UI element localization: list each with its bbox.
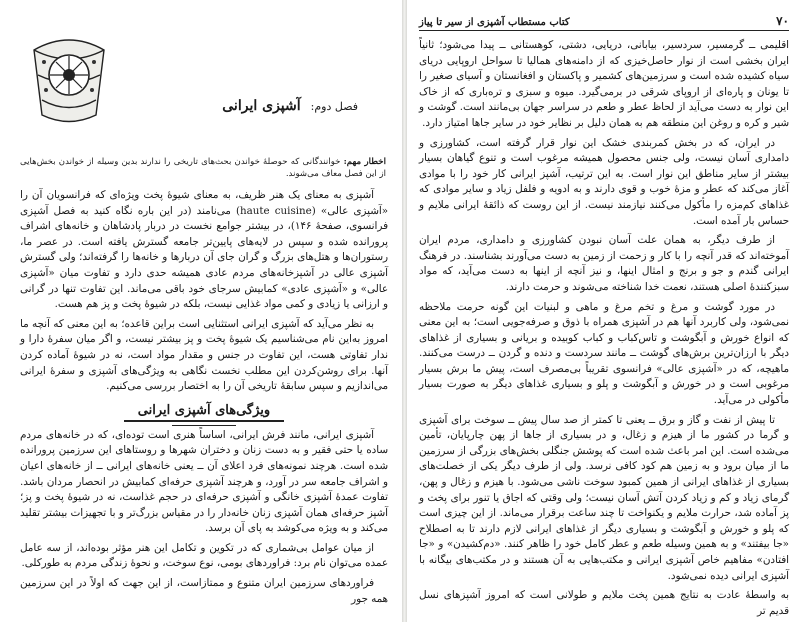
chapter-emblem-icon — [24, 20, 114, 130]
intro-paragraph: آشپزی به معنای یک هنر ظریف، به معنای شیوهٔ پخت ویژه‌ای که فرانسویان آن را «آشپزی عالی» (haute cuisine) می‌نامند (در این باره نگاه کنید به فصل آشپزی فرانسوی، صفحهٔ ۱۴۶)، در بیشتر جوامع نخست در دربار پادشاهان و خانه‌های اشراف پرورانده شده و سپس در لایه‌های پایین‌تر جامعه گسترش یافته است. در عصر ما، رستوران‌ها و هتل‌های بزرگ و گران جای آن دربارها و خانه‌ها را گرفته‌اند؛ ولی گسترش آشپزی عالی در آشپزخانه‌های مردم عادی همیشه حدی دارد و تفاوت میان «آشپزی عالی» و «آشپزی عادی» کمابیش سرجای خود باقی می‌ماند. این تفاوت تنها در گرانی و ارزانی یا زیادی و کمی مواد غذایی نیست، بلکه در شیوهٔ پخت و پز هم هست. — [20, 189, 388, 311]
chapter-head — [20, 18, 388, 156]
body-paragraph: به واسطهٔ عادت به نتایج همین پخت ملایم و طولانی است که امروز آشپزهای نسل قدیم تر — [419, 589, 789, 617]
warning-note — [20, 156, 388, 180]
body-paragraph: در ایران، که در بخش کمربندی خشک این نوار قرار گرفته است، کشاورزی و دامداری آسان نیست، ولی جنس محصول همیشه مرغوب است و تنوع گیاهان بسیار بیشتر از سایر مناطق این نوار است. به این ترتیب، آشپز ایرانی کار خود را با موادی آغاز می‌کند که عطر و مزهٔ خوب و قوی دارند و به ادویه و فلفل زیاد و سایر موادی که غذاهای کم‌مزه را مأکول می‌کنند نیازمند نیست. از این روست که ذائقهٔ ایرانی ملایم و حساس بار آمده است. — [419, 136, 789, 227]
section-paragraph: فراوردهای سرزمین ایران متنوع و ممتازاست، از این جهت که اولاً در این سرزمین همه جور — [20, 577, 388, 605]
chapter-title — [222, 98, 358, 114]
section-paragraph: آشپزی ایرانی، مانند فرش ایرانی، اساساً هنری است توده‌ای، که در خانه‌های مردم ساده یا حتی فقیر و به دست زنان و دختران شهرها و روستاهای این سرزمین پرورانده شده است. هرچند نمونه‌های فرد اعلای آن ــ یعنی خانه‌های ایرانی ــ از خانه‌های اعیان و اشراف جامعه سر در آورد، و هرچند آشپزی حرفه‌ای کمابیش در انحصار مردان باشد. تفاوت عمدهٔ آشپزی خانگی و آشپزی حرفه‌ای در حجم غذاست، نه در شیوهٔ پخت و پز؛ آشپز حرفه‌ای همان آشپزی زنان خانه‌دار را در مقیاس بزرگ‌تر و با تجهیزات بیشتر تقلید می‌کند و به ویژه می‌کوشد به پای آن برسد. — [20, 428, 388, 535]
running-title: کتاب مستطاب آشپزی از سیر تا پیاز — [419, 17, 570, 28]
page-number: ۷۰ — [776, 14, 789, 28]
right-page — [407, 0, 807, 622]
warning-note-label: اخطار مهم: — [343, 157, 386, 167]
intro-paragraph: به نظر می‌آید که آشپزی ایرانی استثنایی است براین قاعده؛ به این معنی که آنچه ما امروز به‌این نام می‌شناسیم یک شیوهٔ پخت و پز بیشتر نیست، و اگر میان سفرهٔ دارا و ندار تفاوتی هست، این تفاوت در جنس و مقدار مواد است، نه در شیوهٔ آماده کردن آنها. برای روشن‌کردن این مطلب نخست نگاهی به ویژگی‌های آشپزی و سفرهٔ ایرانی می‌اندازیم و سپس سابقهٔ تاریخی آن را به اختصار بررسی می‌کنیم. — [20, 317, 388, 393]
left-page — [0, 0, 402, 622]
body-paragraph: اقلیمی ــ گرمسیر، سردسیر، بیابانی، دریایی، دشتی، کوهستانی ــ پیدا می‌شود؛ ثانیاً ایران بخشی است از نوار حاصل‌خیزی که از دامنه‌های همالیا تا سواحل اروپایی دریای سیاه کشیده شده است و سرزمین‌های کشمیر و پاکستان و افغانستان و آسیای صغیر را تا یونان و پاره‌ای از اروپای شرقی در برمی‌گیرد. میوه و سبزی و تره‌باری که از خاک این نوار به دست می‌آید از لحاظ عطر و طعم در سراسر جهان بی‌مانند است. گوشت و شیر و کره و روغن این منطقه هم به همان دلیل بر نظایر خود در سایر جاها امتیاز دارد. — [419, 39, 789, 129]
section-heading-text: ویژگی‌های آشپزی ایرانی — [124, 403, 284, 422]
section-heading — [20, 403, 388, 422]
warning-note-text: خوانندگانی که حوصلهٔ خواندن بحث‌های تاریخی را ندارند بدین وسیله از خواندن بخش‌هایی از این فصل معاف می‌شوند. — [20, 157, 386, 179]
chapter-label: فصل دوم: — [310, 100, 358, 113]
body-paragraph: در مورد گوشت و مرغ و تخم مرغ و ماهی و لبنیات این گونه حرمت ملاحظه نمی‌شود، ولی کاربرد آنها هم در آشپزی همراه با ذوق و صرفه‌جویی است؛ به این معنی که انواع خورش و آبگوشت و تاس‌کباب و کباب کوبیده و بریانی و بسیاری از غذاهای دیگر با ارزان‌ترین برش‌های گوشت ــ مانند سردست و دنده و گردن ــ درست می‌کنند. ماهیچه، که در «آشپزی عالی» فرانسوی تقریباً بی‌مصرف است، پیش ما برش بسیار مرغوبی است و در خورش و آبگوشت و پلو و بسیاری غذاهای دیگر به صورت بسیار مأکولی در می‌آید. — [419, 300, 789, 407]
body-paragraph: از طرف دیگر، به همان علت آسان نبودن کشاورزی و دامداری، مردم ایران آموخته‌اند که قدر آنچه را با کار و زحمت از زمین به دست می‌آورند بشناسند. در فرهنگ ایرانی گندم و جو و برنج و امثال اینها، و نیز آنچه از اینها به دست می‌آید، که مواد سبزکنندهٔ اصلی هستند، نعمت خدا شناخته می‌شوند و حرمت دارند. — [419, 234, 789, 293]
section-paragraph: از میان عوامل بی‌شماری که در تکوین و تکامل این هنر مؤثر بوده‌اند، از سه عامل عمده می‌توان نام برد: فراوردهای بومی، نوع سوخت، و نحوهٔ زندگی مردم به طورکلی. — [20, 541, 388, 570]
body-paragraph: تا پیش از نفت و گاز و برق ــ یعنی تا کمتر از صد سال پیش ــ سوخت برای آشپزی و گرما در کشور ما از هیزم و زغال، و در بسیاری از جاها از پهن چارپایان، تأمین می‌شده است. این امر باعث شده است که پوشش جنگلی بخش‌های بزرگی از سرزمین ما از میان برود و به زمین هم کود کافی نرسد. ولی از طرف دیگر یکی از خصلت‌های بسیاری از غذاهای ایرانی از همین کمبود سوخت ناشی می‌شود. با هیزم و زغال و پهن، گرمای زیاد و کم و زیاد کردن آتش آسان نیست؛ ولی وقتی که اجاق یا تنور برای پخت و پز آماده شد، حرارت ملایم و یکنواخت تا چند ساعت برقرار می‌ماند. از این چیزی است که پلو و خورش و آبگوشت و بسیاری دیگر از غذاهای ایرانی لازم دارند تا به اصطلاح «جا بیفتند» و به همین وسیله طعم و عطر کامل خود را ظاهر کنند. «دم‌کشیدن» و «جا افتادن» مفاهیم خاص آشپزی ایرانی و مکتب‌هایی به آن هستند و در مکتب‌های بیگانه با آشپزی ایرانی دیده نمی‌شود. — [419, 413, 789, 582]
running-header — [419, 14, 789, 31]
chapter-title-text: آشپزی ایرانی — [222, 98, 301, 114]
